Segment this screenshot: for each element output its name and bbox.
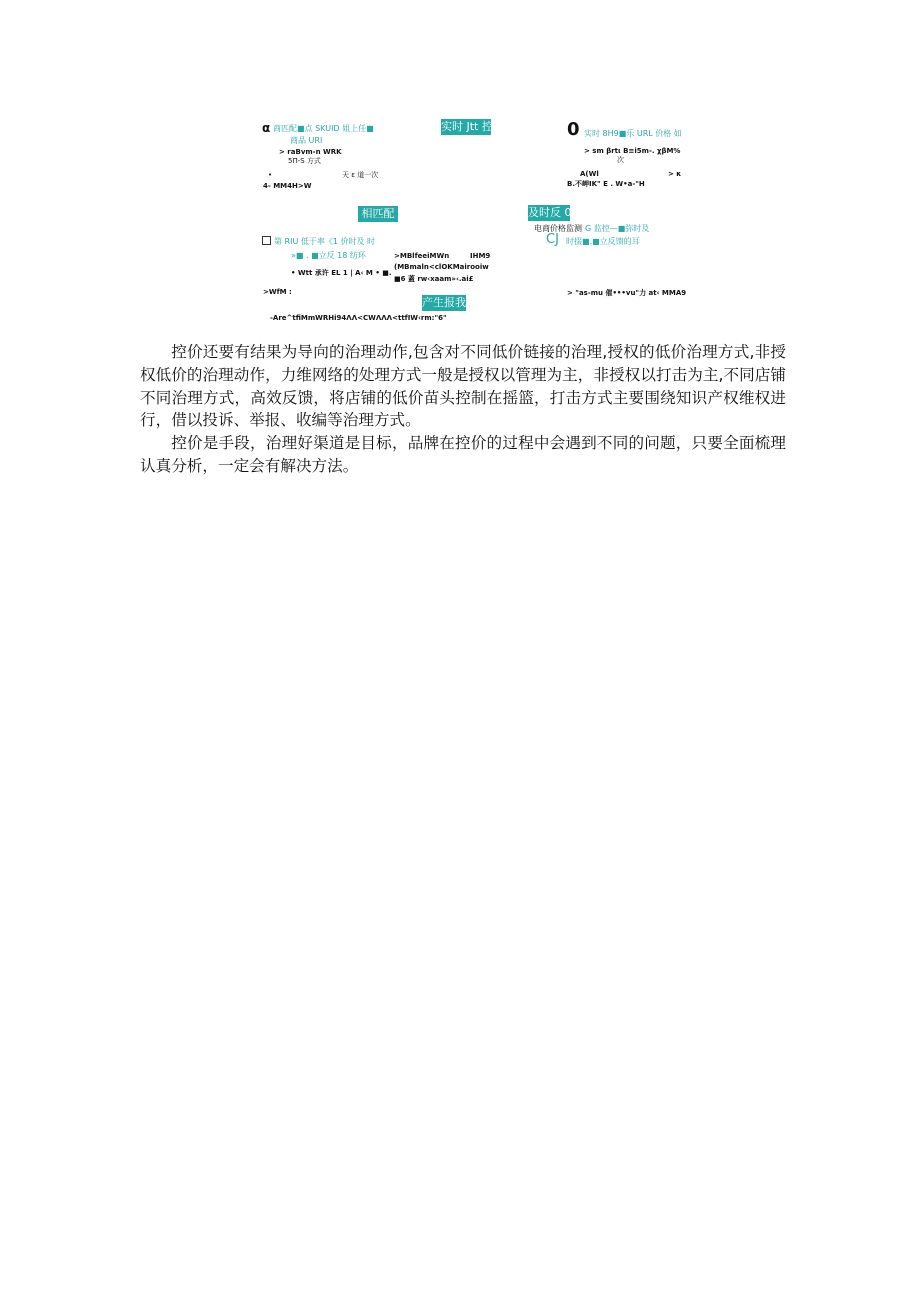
left-mid-line3: • Wtt 承许 EL 1 | A‹ M • ■. <box>291 269 392 277</box>
right-mid-line2: G 监控—■弥时及 <box>585 224 650 233</box>
paragraph-1: 控价还要有结果为导向的治理动作,包含对不同低价链接的治理,授权的低价治理方式,非授权低价的治理动作，力维网络的处理方式一般是授权以管理为主，非授权以打击为主,不同店铺不同治理方式，高效反馈，将店铺的低价苗头控制在摇篮，打击方式主要围绕知识产权维权进行，借以投诉、举报、收编等治理方式。 <box>140 343 786 430</box>
alpha-glyph: α <box>262 121 271 135</box>
center-mid-line1: >MBlfeeiMWn <box>394 252 450 260</box>
left-top-line2: 商品 URI <box>290 136 323 145</box>
left-top-line6: 天 ε 道一次 <box>342 171 379 179</box>
realtime-control-box: 实时 Jtt 控 <box>441 120 493 133</box>
bottom-line1: -Are^tfiMmWRHi94ΛΛ<CWΛΛΛ<ttfIW‹rm:"6" <box>270 314 447 322</box>
left-top-line7: 4- MM4H>W <box>263 182 312 190</box>
right-top-line2: > sm βrtι B≡i5m-. χβM% <box>584 147 681 155</box>
right-top-line6: B.不岬IK" E . W•a-"H <box>567 180 645 188</box>
left-top-line3: > raBvm-n WRK <box>279 148 342 156</box>
zero-glyph: 0 <box>567 119 580 140</box>
timely-feedback-box: 及时反 0 <box>528 206 572 219</box>
right-top-line3: 次 <box>617 156 624 164</box>
right-top-line4: A(Wl <box>580 170 599 178</box>
left-mid-line1: 第 RIU 低于率《1 价时及 时 <box>274 237 376 246</box>
right-mid-line5: > "as-mu 催•••vu"力 at‹ MMA9 <box>567 289 687 297</box>
right-mid-line4: 时掇■.■立反馈的耳 <box>566 237 640 246</box>
right-mid-line3: CJ <box>546 232 559 247</box>
checkbox-icon <box>262 236 271 245</box>
paragraph-2: 控价是手段，治理好渠道是目标，品牌在控价的过程中会遇到不同的问题，只要全面梳理认真分析，一定会有解决方法。 <box>140 434 786 475</box>
right-top-line1: 实时 8H9■乐 URL 价格 如 <box>584 129 682 138</box>
left-top-line1: 商匹配■点 SKUID 姐上任■ <box>273 124 374 133</box>
left-mid-line4: >WfM : <box>263 288 292 296</box>
flow-diagram <box>0 0 920 340</box>
left-mid-line2: »■ . ■立反 18 纺环 <box>291 251 366 260</box>
right-top-line5: > κ <box>668 170 682 178</box>
generate-report-box: 产生报我 <box>422 296 466 309</box>
center-mid-line4: ■6 蓋 rw‹xaam»‹.ai£ <box>394 275 474 283</box>
center-mid-line2: IHM9 <box>470 252 491 260</box>
right-mid-line1: 电商价格监测 <box>534 224 582 233</box>
left-top-line4: 5Π-S 方式 <box>288 157 321 165</box>
left-top-line5: • <box>268 171 273 179</box>
center-mid-line3: (MBmaln<clOKMairooiw <box>394 263 489 271</box>
match-box: 相匹配 <box>358 206 398 222</box>
body-text <box>140 341 786 478</box>
